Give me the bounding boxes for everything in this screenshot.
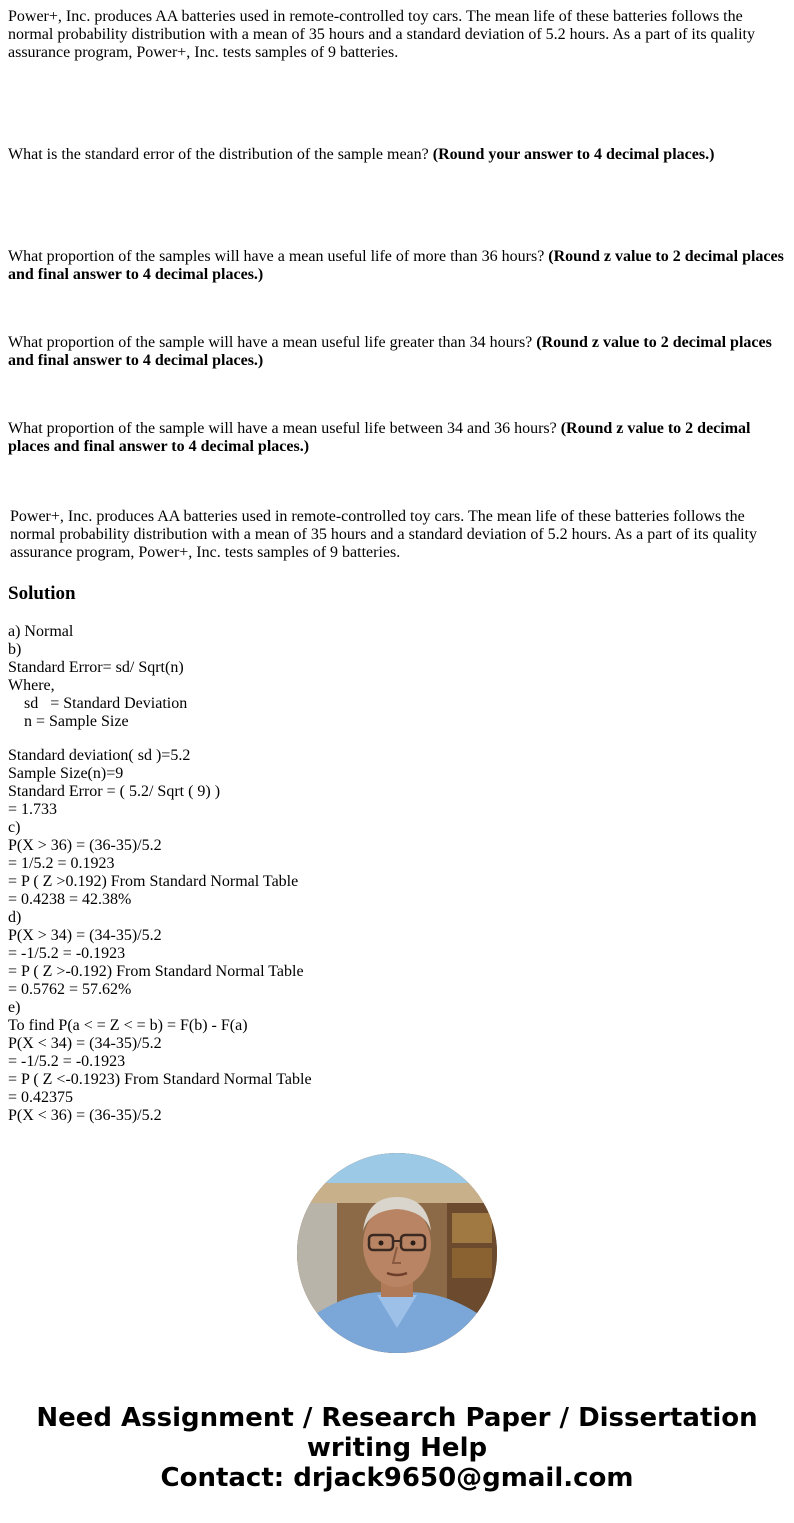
solution-line: P(X < 36) = (36-35)/5.2 [8,1107,162,1124]
question-standard-error [8,146,786,164]
solution-line: = 1.733 [8,801,58,818]
footer-line-2: writing Help [306,1433,488,1463]
solution-line: = -1/5.2 = -0.1923 [8,1053,126,1070]
solution-line: Where, [8,677,55,694]
solution-line: P(X < 34) = (34-35)/5.2 [8,1035,162,1052]
question-text: What proportion of the sample will have a mean useful life greater than 34 hours? [8,334,537,351]
problem-intro-repeat: Power+, Inc. produces AA batteries used in remote-controlled toy cars. The mean life of these batteries follows the normal probability distribution with a mean of 35 hours and a standard deviation of 5.2 hours. As a part of its quality assurance program, Power+, Inc. tests samples of 9 batteries. [10,508,757,561]
question-text: What is the standard error of the distribution of the sample mean? [8,146,433,163]
question-text: What proportion of the sample will have a mean useful life between 34 and 36 hours? [8,420,561,437]
footer-line-1: Need Assignment / Research Paper / Dissertation [36,1403,758,1433]
question-instruction: (Round z value to 2 decimal places and final answer to 4 decimal places.) [8,248,784,283]
solution-line: = 0.4238 = 42.38% [8,891,132,908]
solution-line: n = Sample Size [8,713,129,730]
solution-line: P(X > 36) = (36-35)/5.2 [8,837,162,854]
question-between-34-36 [8,420,786,456]
solution-line: = 0.5762 = 57.62% [8,981,132,998]
question-more-than-36 [8,248,786,284]
solution-line: c) [8,819,21,836]
question-greater-than-34 [8,334,786,370]
solution-line: = P ( Z >-0.192) From Standard Normal Table [8,963,304,980]
solution-block-1 [8,623,187,731]
solution-line: Standard Error = ( 5.2/ Sqrt ( 9) ) [8,783,221,800]
question-text: What proportion of the samples will have a mean useful life of more than 36 hours? [8,248,549,265]
solution-title: Solution [8,583,76,604]
solution-line: = 0.42375 [8,1089,74,1106]
question-instruction: (Round your answer to 4 decimal places.) [432,146,715,163]
solution-line: d) [8,909,22,926]
solution-line: sd = Standard Deviation [8,695,188,712]
solution-line: e) [8,999,21,1016]
solution-line: b) [8,641,22,658]
question-instruction: (Round z value to 2 decimal places and final answer to 4 decimal places.) [8,420,751,455]
solution-block-2 [8,747,312,1125]
tutor-avatar-photo [297,1153,497,1353]
solution-line: = P ( Z <-0.1923) From Standard Normal Table [8,1071,312,1088]
question-instruction: (Round z value to 2 decimal places and final answer to 4 decimal places.) [8,334,772,369]
footer-advert [0,1403,794,1493]
solution-line: Standard deviation( sd )=5.2 [8,747,191,764]
solution-line: = P ( Z >0.192) From Standard Normal Table [8,873,299,890]
solution-line: a) Normal [8,623,74,640]
problem-intro: Power+, Inc. produces AA batteries used in remote-controlled toy cars. The mean life of these batteries follows the normal probability distribution with a mean of 35 hours and a standard deviation of 5.2 hours. As a part of its quality assurance program, Power+, Inc. tests samples of 9 batteries. [8,8,755,61]
solution-line: Standard Error= sd/ Sqrt(n) [8,659,184,676]
avatar-portrait [297,1153,497,1353]
solution-line: = 1/5.2 = 0.1923 [8,855,115,872]
solution-line: Sample Size(n)=9 [8,765,124,782]
solution-line: = -1/5.2 = -0.1923 [8,945,126,962]
footer-contact: Contact: drjack9650@gmail.com [160,1463,634,1493]
solution-line: To find P(a < = Z < = b) = F(b) - F(a) [8,1017,248,1034]
solution-line: P(X > 34) = (34-35)/5.2 [8,927,162,944]
